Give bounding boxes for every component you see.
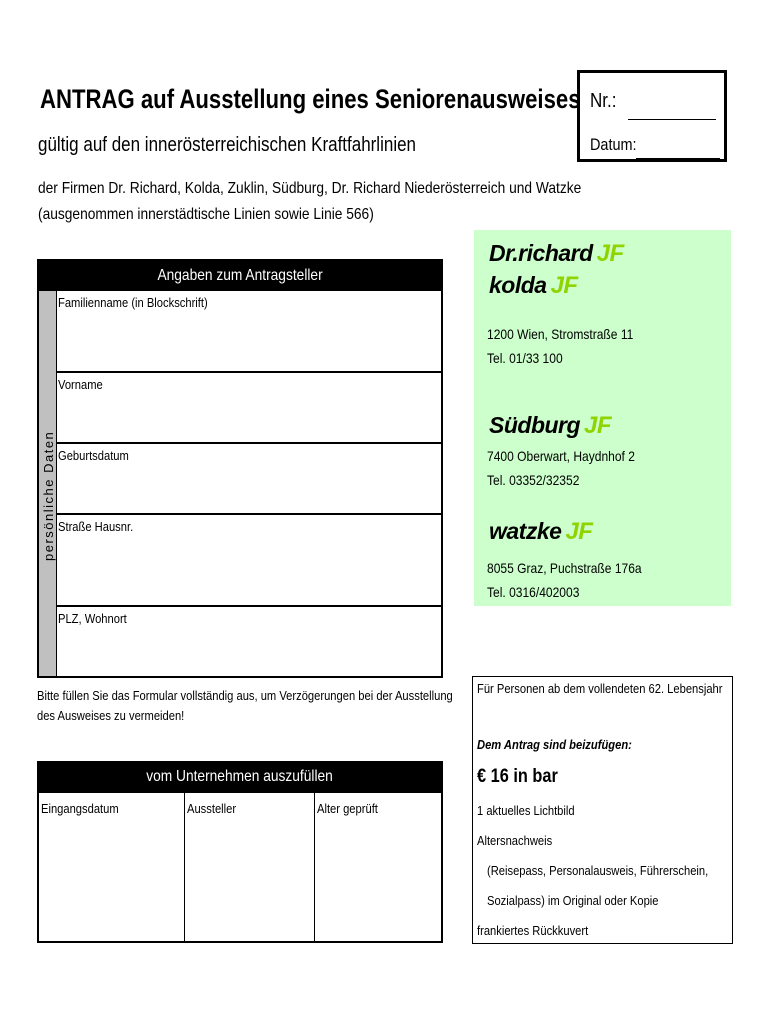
- form-title: ANTRAG auf Ausstellung eines Seniorenausweises: [40, 84, 581, 114]
- completion-notice: Bitte füllen Sie das Formular vollständig aus, um Verzögerungen bei der Ausstellung des Ausweises zu vermeiden!: [37, 688, 453, 723]
- column-label: Aussteller: [187, 801, 237, 816]
- column-label: Eingangsdatum: [41, 801, 119, 816]
- family-name-field[interactable]: [56, 291, 443, 373]
- field-label: Straße Hausnr.: [58, 519, 134, 534]
- office-use-box: [577, 70, 727, 162]
- watzke-logo: watzke JF: [489, 518, 593, 545]
- company-use-form: [37, 793, 443, 943]
- attachments-note: Dem Antrag sind beizufügen:: [477, 737, 632, 752]
- applicant-form: [37, 291, 443, 678]
- postal-city-field[interactable]: [56, 607, 443, 676]
- requirements-box: [472, 676, 733, 944]
- suedburg-address: 7400 Oberwart, Haydnhof 2: [487, 448, 635, 464]
- street-field[interactable]: [56, 515, 443, 607]
- sidebar-label: persönliche Daten: [41, 430, 56, 561]
- birthdate-field[interactable]: [56, 444, 443, 515]
- suedburg-logo: Südburg JF: [489, 412, 612, 439]
- dr-richard-logo: Dr.richard JF: [489, 240, 624, 267]
- applicant-section-header: Angaben zum Antragsteller: [37, 259, 443, 291]
- nr-label: Nr.:: [590, 90, 617, 112]
- column-label: Alter geprüft: [317, 801, 378, 816]
- datum-field[interactable]: [636, 158, 720, 159]
- requirement-item: frankiertes Rückkuvert: [477, 923, 589, 938]
- requirement-item: Altersnachweis: [477, 833, 553, 848]
- field-label: Familienname (in Blockschrift): [58, 295, 208, 310]
- requirement-item: (Reisepass, Personalausweis, Führerschein,: [487, 863, 709, 878]
- companies-line: der Firmen Dr. Richard, Kolda, Zuklin, Südburg, Dr. Richard Niederösterreich und Watzke: [38, 180, 582, 197]
- field-label: Vorname: [58, 377, 103, 392]
- form-subtitle: gültig auf den innerösterreichischen Kraftfahrlinien: [38, 134, 417, 156]
- company-info-panel: [474, 230, 731, 606]
- eligibility-text: Für Personen ab dem vollendeten 62. Lebensjahr: [477, 681, 723, 696]
- nr-field[interactable]: [628, 119, 716, 120]
- suedburg-phone: Tel. 03352/32352: [487, 472, 580, 488]
- price-text: € 16 in bar: [477, 766, 558, 787]
- watzke-phone: Tel. 0316/402003: [487, 584, 580, 600]
- field-label: PLZ, Wohnort: [58, 611, 127, 626]
- company-section-header: vom Unternehmen auszufüllen: [37, 761, 443, 793]
- received-date-field[interactable]: [39, 793, 185, 941]
- requirement-item: Sozialpass) im Original oder Kopie: [487, 893, 659, 908]
- datum-label: Datum:: [590, 135, 637, 154]
- exclusions-line: (ausgenommen innerstädtische Linien sowie Linie 566): [38, 206, 374, 223]
- companies-text: [38, 176, 670, 228]
- field-label: Geburtsdatum: [58, 448, 129, 463]
- dr-richard-address: 1200 Wien, Stromstraße 11: [487, 326, 634, 342]
- watzke-address: 8055 Graz, Puchstraße 176a: [487, 560, 642, 576]
- kolda-logo: kolda JF: [489, 272, 578, 299]
- dr-richard-phone: Tel. 01/33 100: [487, 350, 563, 366]
- personal-data-sidebar: [39, 291, 57, 676]
- first-name-field[interactable]: [56, 373, 443, 444]
- age-checked-field[interactable]: [315, 793, 443, 941]
- requirement-item: 1 aktuelles Lichtbild: [477, 803, 575, 818]
- issuer-field[interactable]: [185, 793, 315, 941]
